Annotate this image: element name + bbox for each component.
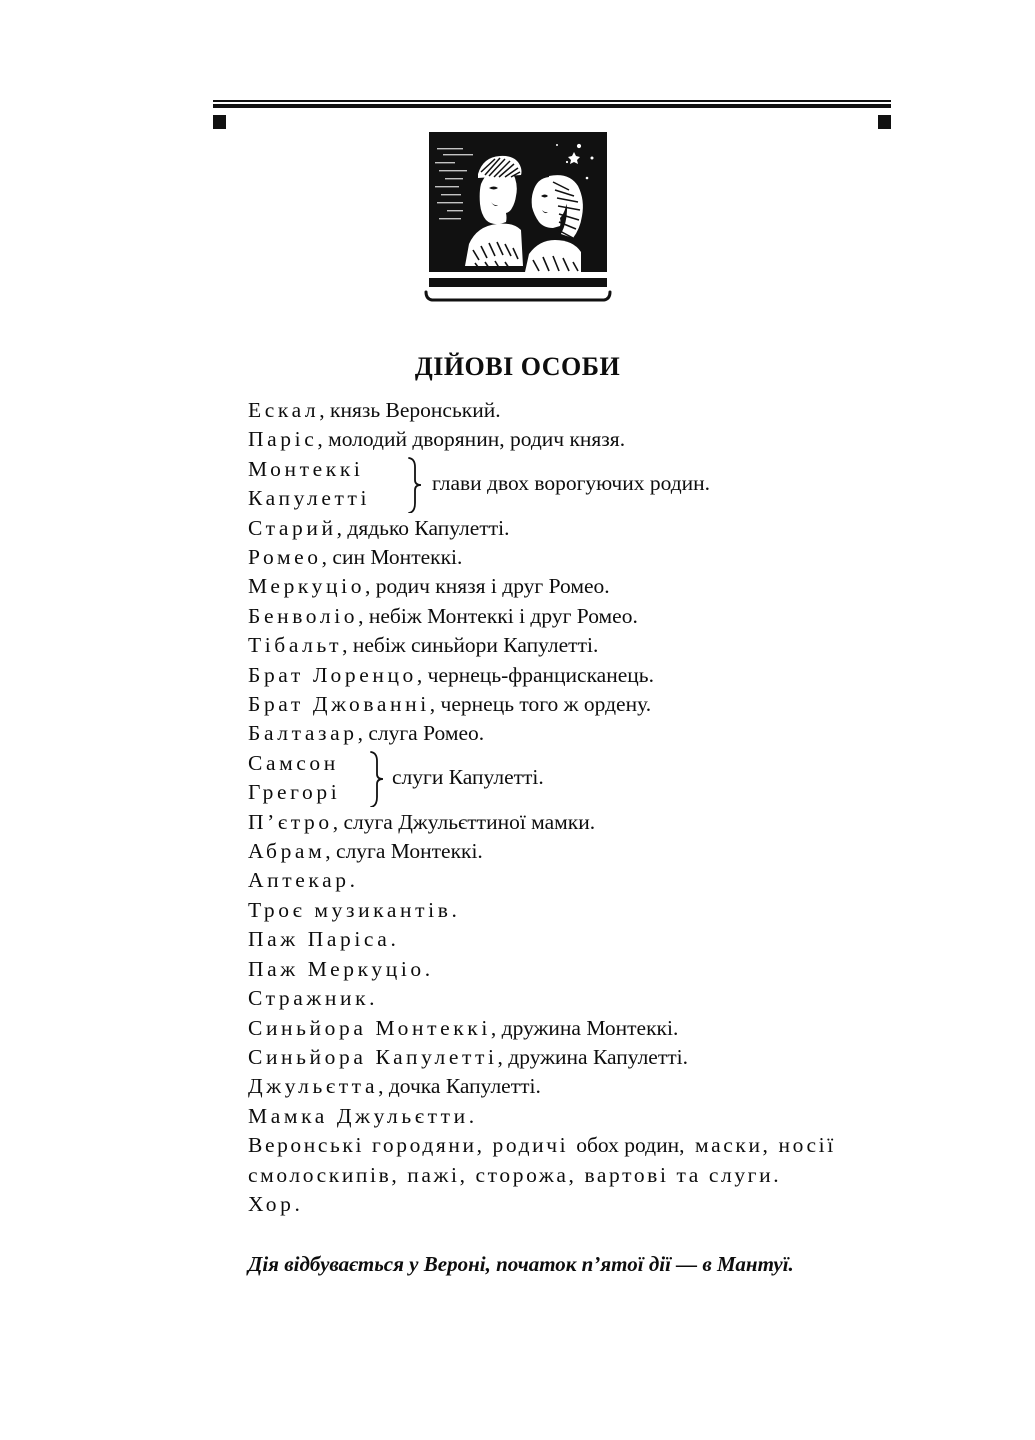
character-name: Мамка Джульєтти. bbox=[248, 1103, 478, 1128]
list-item bbox=[248, 514, 908, 543]
list-item bbox=[248, 1043, 908, 1072]
character-description: , син Монтеккі. bbox=[321, 545, 463, 570]
list-item bbox=[248, 808, 908, 837]
crowd-segment: , маски, носії смолоскипів, пажі, сторожа, вартові та слуги. bbox=[248, 1133, 836, 1187]
list-item bbox=[248, 455, 370, 484]
brace-group-names bbox=[248, 749, 340, 808]
character-name: Бенволіо bbox=[248, 603, 359, 628]
character-name: Тібальт bbox=[248, 633, 343, 658]
list-item bbox=[248, 837, 908, 866]
character-description: , слуга Монтеккі. bbox=[325, 839, 483, 864]
stage-direction-note: Дія відбувається у Вероні, початок п’ятої дії — в Мантуї. bbox=[248, 1252, 794, 1276]
character-name: Паріс bbox=[248, 427, 318, 452]
character-name: Аптекар. bbox=[248, 868, 359, 893]
list-item bbox=[248, 925, 908, 954]
list-item bbox=[248, 984, 908, 1013]
list-item bbox=[248, 1014, 908, 1043]
list-item bbox=[248, 778, 340, 807]
character-name: Ромео bbox=[248, 545, 322, 570]
list-item bbox=[248, 396, 908, 425]
brace-group-label: слуги Капулетті. bbox=[392, 764, 544, 789]
character-description: , небіж Монтеккі і друг Ромео. bbox=[358, 603, 638, 628]
list-item bbox=[248, 543, 908, 572]
character-name: Самсон bbox=[248, 750, 339, 775]
list-item bbox=[248, 1102, 908, 1131]
list-item bbox=[248, 572, 908, 601]
header-rule-thin-line bbox=[213, 100, 891, 102]
list-item bbox=[248, 631, 908, 660]
character-description: , дружина Монтеккі. bbox=[490, 1015, 679, 1040]
illustration-frame bbox=[429, 132, 607, 304]
brace-group-family-heads bbox=[248, 455, 908, 514]
romeo-and-juliet-woodcut-image bbox=[429, 132, 607, 272]
character-description: , дружина Капулетті. bbox=[497, 1044, 688, 1069]
character-name: Монтеккі bbox=[248, 456, 364, 481]
header-rule bbox=[213, 100, 891, 134]
list-item bbox=[248, 602, 908, 631]
character-name: Меркуціо bbox=[248, 574, 366, 599]
character-name: Троє музикантів. bbox=[248, 897, 461, 922]
character-name: Балтазар bbox=[248, 721, 358, 746]
header-rule-thick-line bbox=[213, 104, 891, 108]
character-name: Брат Лоренцо bbox=[248, 662, 417, 687]
illustration-pedestal-curve bbox=[423, 290, 613, 304]
character-description: , дядько Капулетті. bbox=[336, 515, 510, 540]
character-description: , небіж синьйори Капулетті. bbox=[342, 633, 599, 658]
brace-group-capulet-servants bbox=[248, 749, 908, 808]
dramatis-personae-list bbox=[248, 396, 908, 1219]
list-item bbox=[248, 719, 908, 748]
character-description: , чернець-францисканець. bbox=[416, 662, 654, 687]
curly-brace-icon bbox=[366, 751, 388, 807]
page-title: ДІЙОВІ ОСОБИ bbox=[414, 352, 621, 381]
list-item bbox=[248, 484, 370, 513]
character-description: , слуга Джульєттиної мамки. bbox=[332, 809, 596, 834]
character-name: Паж Паріса. bbox=[248, 927, 400, 952]
list-item bbox=[248, 896, 908, 925]
chapter-illustration bbox=[0, 132, 1035, 309]
list-item bbox=[248, 749, 340, 778]
character-description: , молодий дворянин, родич князя. bbox=[317, 427, 626, 452]
list-item bbox=[248, 425, 908, 454]
list-item-crowd bbox=[248, 1131, 908, 1190]
brace-group-names bbox=[248, 455, 370, 514]
character-description: , князь Веронський. bbox=[319, 398, 501, 422]
character-name: Хор. bbox=[248, 1191, 304, 1216]
character-name: Стражник. bbox=[248, 986, 379, 1011]
list-item bbox=[248, 1072, 908, 1101]
ornament-square-left-icon bbox=[213, 115, 226, 129]
character-name: Абрам bbox=[248, 839, 326, 864]
character-name: Старий bbox=[248, 515, 337, 540]
character-name: Ескал bbox=[248, 398, 320, 422]
character-description: , слуга Ромео. bbox=[357, 721, 485, 746]
list-item bbox=[248, 955, 908, 984]
character-name: Синьйора Капулетті bbox=[248, 1044, 498, 1069]
character-name: Синьйора Монтеккі bbox=[248, 1015, 491, 1040]
character-description: , дочка Капулетті. bbox=[378, 1074, 541, 1099]
character-name: Капулетті bbox=[248, 486, 371, 511]
ornament-square-right-icon bbox=[878, 115, 891, 129]
list-item bbox=[248, 1190, 908, 1219]
list-item bbox=[248, 690, 908, 719]
curly-brace-icon bbox=[404, 457, 426, 513]
crowd-segment: родичі bbox=[492, 1133, 577, 1158]
character-name: Брат Джованні bbox=[248, 692, 430, 717]
character-description: , чернець того ж ордену. bbox=[429, 692, 652, 717]
crowd-segment: обох родин bbox=[576, 1133, 680, 1158]
brace-group-label: глави двох ворогуючих родин. bbox=[432, 470, 711, 495]
character-name: Джульєтта bbox=[248, 1074, 379, 1099]
list-item bbox=[248, 866, 908, 895]
list-item bbox=[248, 661, 908, 690]
character-name: Грегорі bbox=[248, 780, 341, 805]
character-name: П’єтро bbox=[248, 809, 333, 834]
crowd-segment: Веронські городяни, bbox=[248, 1133, 493, 1158]
illustration-pedestal-bar bbox=[429, 278, 607, 287]
character-name: Паж Меркуціо. bbox=[248, 956, 434, 981]
character-description: , родич князя і друг Ромео. bbox=[365, 574, 610, 599]
